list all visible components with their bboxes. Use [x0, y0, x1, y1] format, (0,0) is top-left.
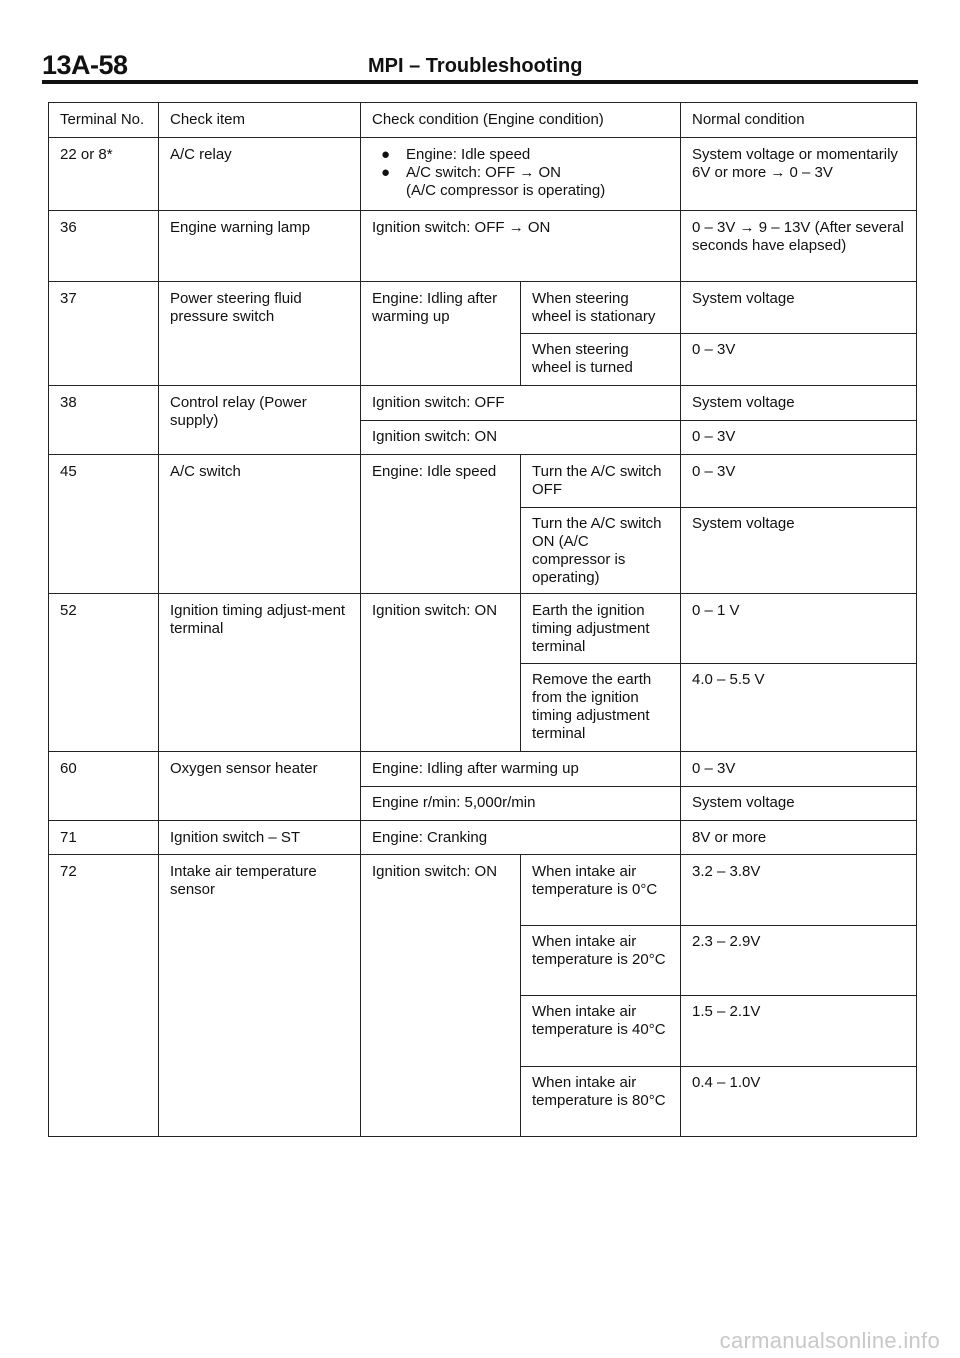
sub-condition-cell: Earth the ignition timing adjustment terminal: [521, 594, 681, 664]
check-item-cell: Power steering fluid pressure switch: [159, 282, 361, 386]
terminal-cell: 45: [49, 455, 159, 594]
header-rule: [42, 80, 918, 84]
table-row: [49, 455, 917, 508]
sub-condition-cell: Turn the A/C switch OFF: [521, 455, 681, 508]
check-condition-cell: Ignition switch: OFF → ON: [361, 211, 681, 282]
check-item-cell: Engine warning lamp: [159, 211, 361, 282]
sub-condition-cell: When steering wheel is turned: [521, 334, 681, 386]
normal-condition-cell: System voltage: [681, 386, 917, 421]
terminal-cell: 22 or 8*: [49, 138, 159, 211]
normal-condition-cell: 0 – 3V → 9 – 13V (After several seconds have elapsed): [681, 211, 917, 282]
normal-condition-cell: System voltage or momentarily 6V or more → 0 – 3V: [681, 138, 917, 211]
table-row: [49, 211, 917, 282]
sub-condition-cell: When intake air temperature is 0°C: [521, 855, 681, 926]
check-item-cell: Intake air temperature sensor: [159, 855, 361, 1137]
normal-condition-cell: 4.0 – 5.5 V: [681, 664, 917, 752]
check-item-cell: Ignition switch – ST: [159, 821, 361, 855]
page-title: MPI – Troubleshooting: [368, 55, 583, 77]
check-condition-cell: Engine: Cranking: [361, 821, 681, 855]
condition-line: ● Engine: Idle speed: [372, 146, 670, 164]
sub-condition-cell: Remove the earth from the ignition timing adjustment terminal: [521, 664, 681, 752]
sub-condition-cell: When steering wheel is stationary: [521, 282, 681, 334]
col-header-normal-condition: Normal condition: [681, 103, 917, 138]
table-row: [49, 386, 917, 421]
terminal-cell: 38: [49, 386, 159, 455]
table-row: [49, 752, 917, 787]
check-condition-cell: [361, 138, 681, 211]
check-condition-cell: Engine: Idling after warming up: [361, 752, 681, 787]
table-row: [49, 594, 917, 664]
normal-condition-cell: 2.3 – 2.9V: [681, 926, 917, 996]
check-condition-cell: Engine: Idling after warming up: [361, 282, 521, 386]
watermark: carmanualsonline.info: [719, 1328, 940, 1353]
normal-condition-cell: 0 – 3V: [681, 752, 917, 787]
normal-condition-cell: 3.2 – 3.8V: [681, 855, 917, 926]
terminal-cell: 72: [49, 855, 159, 1137]
terminal-check-table: [48, 102, 917, 1137]
sub-condition-cell: When intake air temperature is 80°C: [521, 1067, 681, 1137]
terminal-cell: 71: [49, 821, 159, 855]
check-condition-cell: Ignition switch: OFF: [361, 386, 681, 421]
check-condition-cell: Engine r/min: 5,000r/min: [361, 787, 681, 821]
col-header-check-condition: Check condition (Engine condition): [361, 103, 681, 138]
normal-condition-cell: 0 – 3V: [681, 334, 917, 386]
table-row: [49, 821, 917, 855]
check-condition-cell: Ignition switch: ON: [361, 855, 521, 1137]
terminal-cell: 36: [49, 211, 159, 282]
sub-condition-cell: When intake air temperature is 20°C: [521, 926, 681, 996]
terminal-cell: 60: [49, 752, 159, 821]
normal-condition-cell: System voltage: [681, 282, 917, 334]
table-row: [49, 855, 917, 926]
check-item-cell: Oxygen sensor heater: [159, 752, 361, 821]
check-item-cell: Control relay (Power supply): [159, 386, 361, 455]
normal-condition-cell: 0 – 1 V: [681, 594, 917, 664]
col-header-terminal: Terminal No.: [49, 103, 159, 138]
check-item-cell: Ignition timing adjust-ment terminal: [159, 594, 361, 752]
normal-condition-cell: 0.4 – 1.0V: [681, 1067, 917, 1137]
terminal-cell: 52: [49, 594, 159, 752]
check-condition-cell: Ignition switch: ON: [361, 594, 521, 752]
page-number: 13A-58: [42, 50, 128, 80]
condition-line: ● A/C switch: OFF → ON: [372, 164, 670, 182]
normal-condition-cell: System voltage: [681, 508, 917, 594]
table-row: [49, 138, 917, 211]
normal-condition-cell: 8V or more: [681, 821, 917, 855]
bullet-icon: ●: [381, 146, 391, 163]
sub-condition-cell: Turn the A/C switch ON (A/C compressor is operating): [521, 508, 681, 594]
terminal-cell: 37: [49, 282, 159, 386]
normal-condition-cell: System voltage: [681, 787, 917, 821]
normal-condition-cell: 1.5 – 2.1V: [681, 996, 917, 1067]
table-row: [49, 282, 917, 334]
table-header-row: [49, 103, 917, 138]
condition-line: (A/C compressor is operating): [406, 182, 606, 199]
sub-condition-cell: When intake air temperature is 40°C: [521, 996, 681, 1067]
check-condition-cell: Ignition switch: ON: [361, 421, 681, 455]
check-item-cell: A/C relay: [159, 138, 361, 211]
check-condition-cell: Engine: Idle speed: [361, 455, 521, 594]
col-header-check-item: Check item: [159, 103, 361, 138]
bullet-icon: ●: [381, 164, 391, 181]
normal-condition-cell: 0 – 3V: [681, 421, 917, 455]
normal-condition-cell: 0 – 3V: [681, 455, 917, 508]
check-item-cell: A/C switch: [159, 455, 361, 594]
